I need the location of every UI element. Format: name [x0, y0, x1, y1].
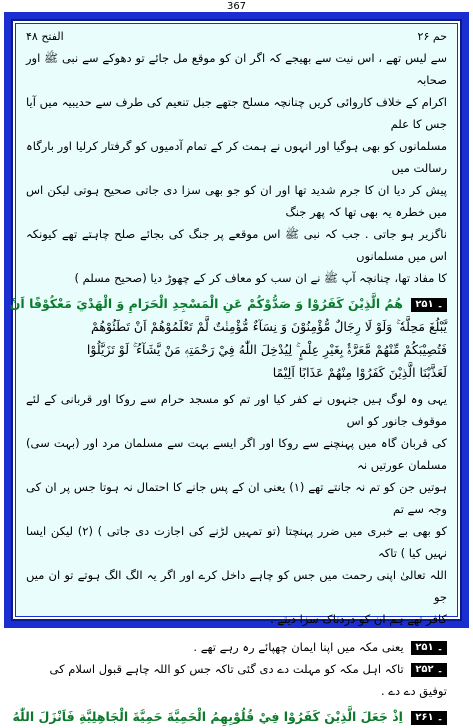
verse-text: هُمُ الَّذِيْنَ كَفَرُوْا وَ صَدُّوْكُمْ عَنِ الْمَسْجِدِ الْحَرَامِ وَ الْهَدْيَ مَعْكُوْفًا اَنْ: [9, 296, 403, 311]
verse-line: يَّبْلُغَ مَحِلَّهٗ ۚ وَلَوْ لَا رِجَالٌ مُّؤْمِنُوْنَ وَ نِسَآءٌ مُّؤْمِنٰتٌ لَّمْ تَعْلَمُوْهُمْ اَنْ تَطَئُوْهُمْ: [91, 319, 447, 334]
translation-line: کی قربان گاہ میں پہنچنے سے روکا اور اگر ایسے بہت سے مسلمان مرد اور (بہت سی) مسلمان عورتیں نہ: [26, 436, 447, 472]
page-header: [26, 30, 447, 43]
decorative-border: [4, 12, 469, 724]
translation-paragraph: [26, 388, 447, 630]
intro-line: ناگزیر ہو جاتی . جب کہ نبی ﷺ اس موقعے پر جنگ کی بجائے صلح چاہتے تھے کیونکہ اس میں مسلمانوں: [26, 227, 447, 263]
page-content: [9, 23, 458, 724]
surah-part-label: حم ۲۶: [417, 30, 447, 43]
intro-line: مسلمانوں کو بھی ہوگیا اور انہوں نے ہمت کر کے تمام آدمیوں کو گرفتار کرلیا اور بارگاہ رسالت میں: [26, 139, 447, 175]
footnote: [26, 636, 447, 658]
verse-25: [9, 292, 447, 384]
verse-26: [12, 705, 447, 728]
intro-line: سے لیس تھے ، اس نیت سے بھیجے کہ اگر ان کو موقع مل جائے تو دھوکے سے نبی ﷺ اور صحابہ: [26, 51, 447, 87]
footnote: [26, 658, 447, 702]
translation-line: ہوتیں جن کو تم نہ جانتے تھے (۱) یعنی ان کے پس جانے کا احتمال نہ ہوتا جس پر ان کی وجہ سے تم: [26, 480, 448, 516]
surah-name-label: الفتح ۴۸: [26, 30, 64, 43]
translation-line: کو بھی بے خبری میں ضرر پہنچتا (تو تمہیں لڑنے کی اجازت دی جاتی ) (۲) لیکن ایسا نہیں کیا ) تاکہ: [26, 524, 447, 560]
translation-line: کافر تھے ہم ان کو دردناک سزا دیتے .: [270, 612, 447, 626]
translation-line: یہی وہ لوگ ہیں جنہوں نے کفر کیا اور تم کو مسجد حرام سے روکا اور قربانی کے لئے موقوف جانور کو اس: [26, 392, 447, 428]
verse-text: اِذْ جَعَلَ الَّذِيْنَ كَفَرُوْا فِيْ قُلُوْبِهِمُ الْحَمِيَّةَ حَمِيَّةَ الْجَاهِلِيَّةِ فَاَنْزَلَ اللّٰهُ: [12, 709, 403, 724]
footnote-number-badge: ۲۵۔ ۱: [411, 641, 447, 655]
verse-line: فَتُصِيْبَكُمْ مِّنْهُمْ مَّعَرَّةٌۢ بِغَيْرِ عِلْمٍ ۚ لِيُدْخِلَ اللّٰهُ فِيْ رَحْمَتِهٖ مَنْ يَّشَآءُ ۚ لَوْ تَزَيَّلُوْا: [86, 342, 447, 357]
verse-line: [9, 292, 447, 315]
intro-line: پیش کر دیا ان کا جرم شدید تھا اور ان کو جو بھی سزا دی جاتی صحیح ہوتی لیکن اس میں خطرہ یہ بھی تھا کہ پھر جنگ: [26, 183, 447, 219]
verse-line: [12, 705, 447, 728]
footnote-number-badge: ۲۵۔ ۲: [411, 663, 447, 677]
intro-line: اکرام کے خلاف کاروائی کریں چنانچہ مسلح جتھے جبل تنعیم کی طرف سے حدیبیہ میں آیا جس کا علم: [26, 95, 447, 131]
verse-number-badge: ۲۵۔ ۱: [411, 298, 447, 312]
page-number: 367: [226, 1, 247, 12]
verse-number-badge: ۲۶۔ ۱: [411, 711, 447, 725]
footnote-text: یعنی مکہ میں اپنا ایمان چھپائے رہ رہے تھے .: [193, 640, 404, 654]
footnotes: [26, 636, 447, 702]
footnote-text: تاکہ اہل مکہ کو مہلت دے دی گئی تاکہ جس کو اللہ چاہے قبول اسلام کی توفیق دے دے .: [49, 662, 447, 698]
intro-paragraph: [26, 47, 447, 289]
intro-line: کا مفاد تھا، چنانچہ آپ ﷺ نے ان سب کو معاف کر کے چھوڑ دیا (صحیح مسلم ): [74, 271, 447, 285]
verse-line: لَعَذَّبْنَا الَّذِيْنَ كَفَرُوْا مِنْهُمْ عَذَابًا اَلِيْمًا: [272, 365, 447, 380]
translation-line: اللہ تعالیٰ اپنی رحمت میں جس کو چاہے داخل کرے اور اگر یہ الگ الگ ہوتے تو ان میں جو: [26, 568, 447, 604]
